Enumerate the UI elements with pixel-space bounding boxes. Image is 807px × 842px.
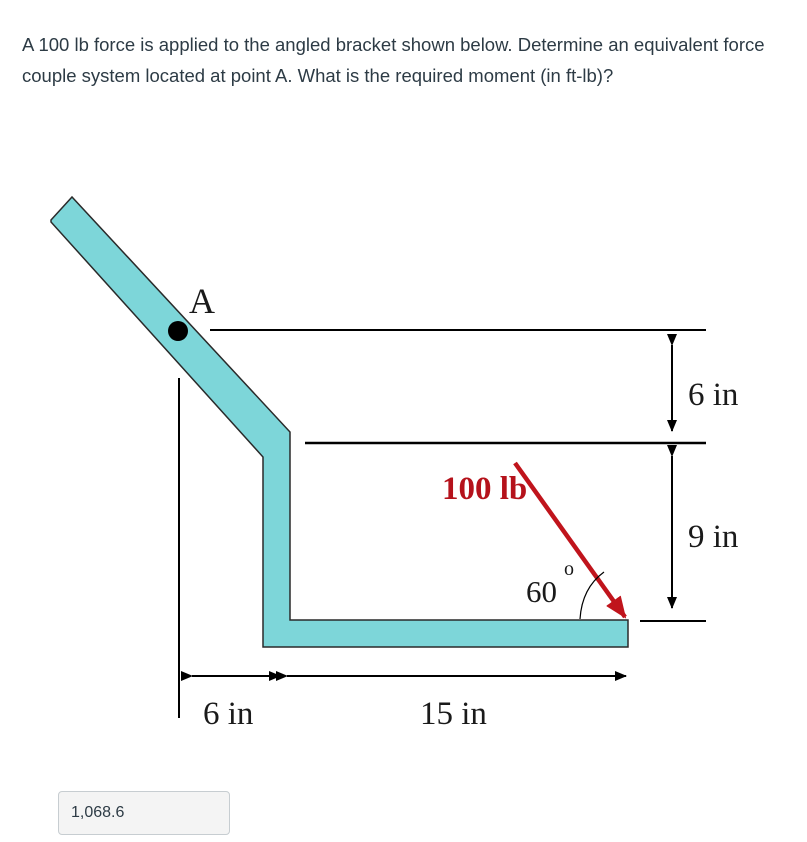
point-a-label: A [189, 281, 215, 321]
dimension-label-bottom-right: 9 in [688, 519, 739, 555]
dimension-label-bottom-left: 6 in [203, 696, 254, 732]
dimension-label-top-right: 6 in [688, 377, 739, 413]
answer-field[interactable]: 1,068.6 [58, 791, 230, 835]
question-text: A 100 lb force is applied to the angled bracket shown below. Determine an equivalent force couple system located at point A. What is the required moment (in ft-lb)? [22, 34, 765, 86]
dimension-label-bottom-horizontal: 15 in [420, 696, 487, 732]
angle-degree-symbol: o [564, 558, 574, 580]
force-label: 100 lb [442, 471, 528, 507]
angle-label: 60 [526, 574, 557, 609]
point-a-marker [168, 321, 188, 341]
